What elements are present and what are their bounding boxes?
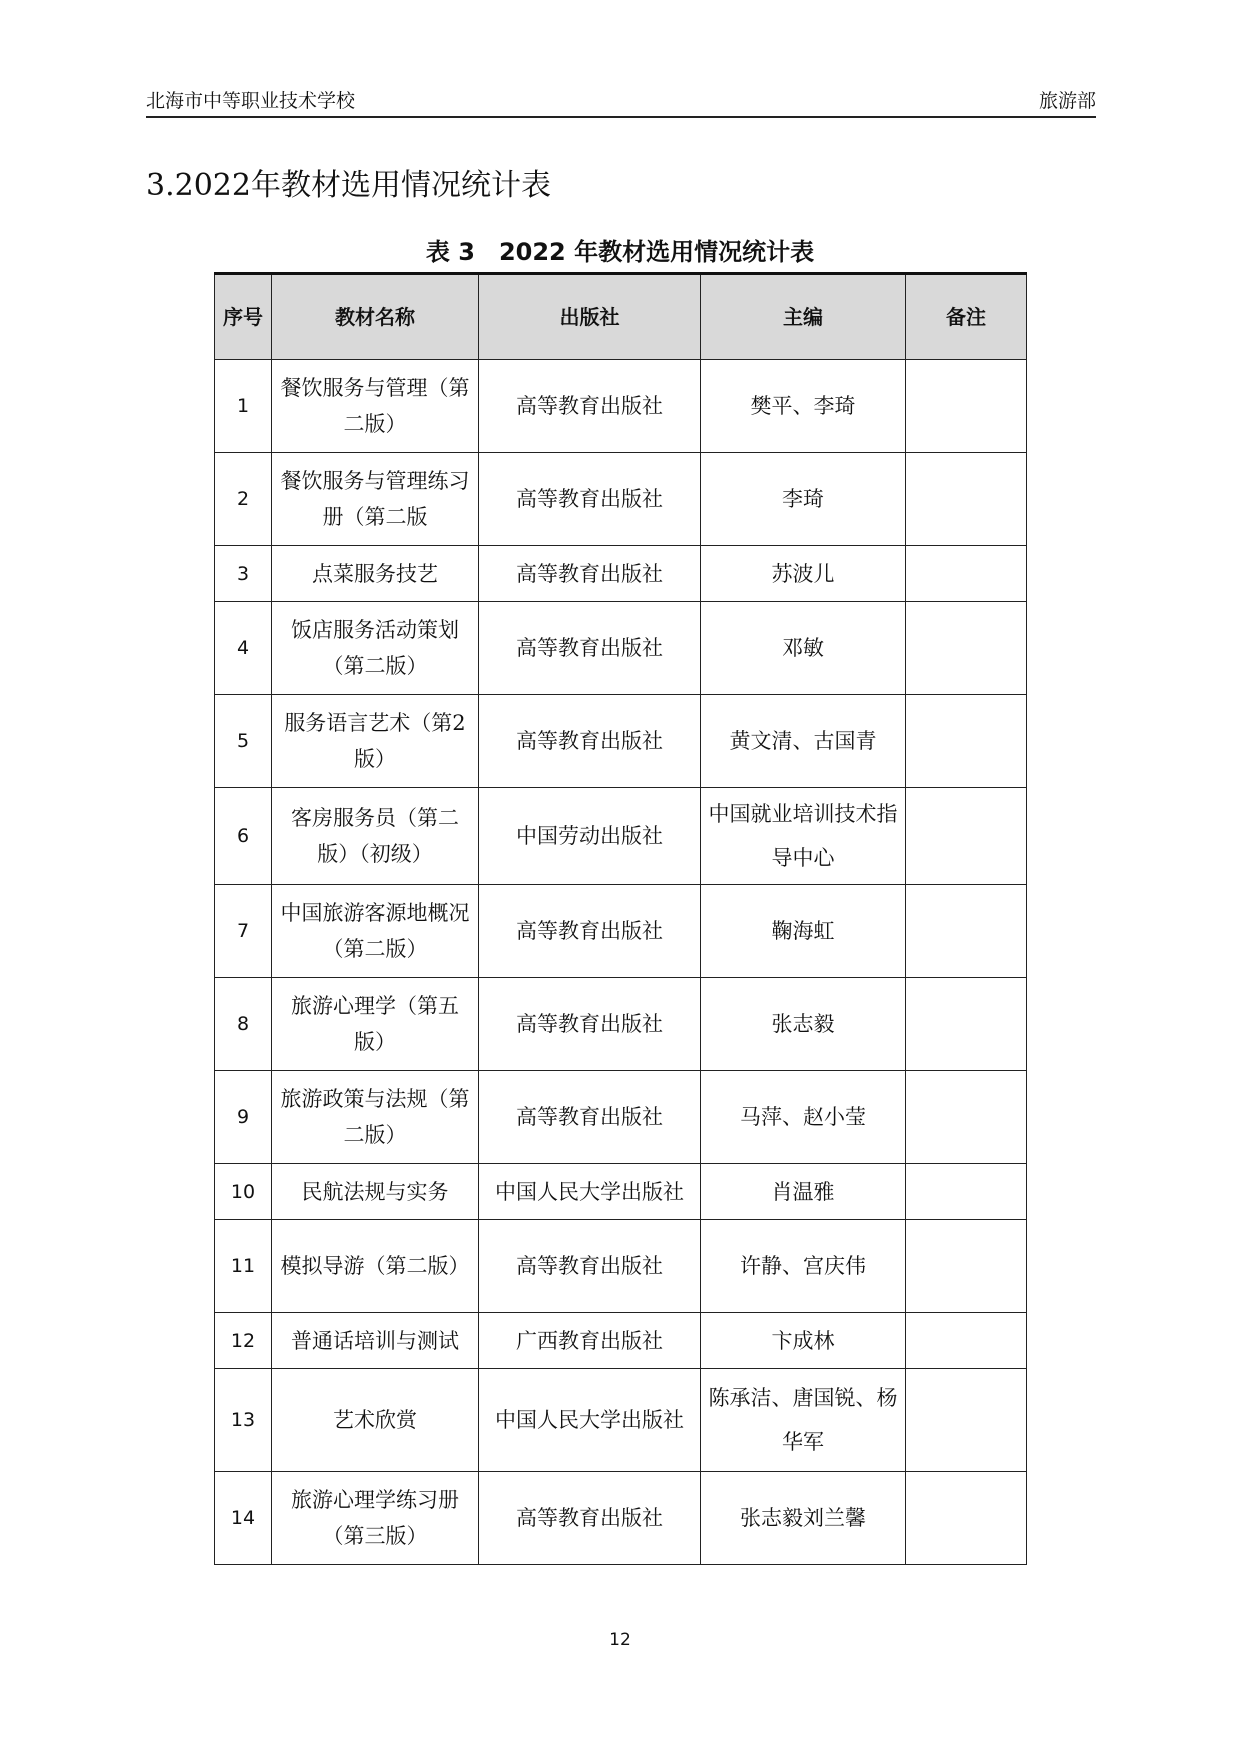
- cell-remark: [906, 360, 1027, 453]
- table-caption: 表 3 2022 年教材选用情况统计表: [425, 238, 815, 266]
- cell-seq: 3: [215, 546, 272, 602]
- cell-textbook-name: 民航法规与实务: [272, 1164, 479, 1220]
- header-publisher: 出版社: [479, 274, 701, 360]
- cell-textbook-name: 餐饮服务与管理（第二版）: [272, 360, 479, 453]
- school-name: 北海市中等职业技术学校: [146, 90, 356, 112]
- cell-editor: 卞成林: [701, 1313, 906, 1369]
- cell-seq: 6: [215, 788, 272, 885]
- page-header: [146, 86, 1096, 118]
- cell-textbook-name: 模拟导游（第二版）: [272, 1220, 479, 1313]
- table-row: [215, 602, 1027, 695]
- cell-remark: [906, 1071, 1027, 1164]
- cell-seq: 4: [215, 602, 272, 695]
- cell-seq: 14: [215, 1472, 272, 1565]
- cell-textbook-name: 旅游心理学（第五版）: [272, 978, 479, 1071]
- table-row: [215, 1313, 1027, 1369]
- section-title: 3.2022年教材选用情况统计表: [146, 168, 551, 203]
- cell-publisher: 高等教育出版社: [479, 695, 701, 788]
- cell-publisher: 中国劳动出版社: [479, 788, 701, 885]
- cell-textbook-name: 饭店服务活动策划（第二版）: [272, 602, 479, 695]
- cell-seq: 2: [215, 453, 272, 546]
- cell-publisher: 高等教育出版社: [479, 885, 701, 978]
- table-row: [215, 1164, 1027, 1220]
- table-row: [215, 978, 1027, 1071]
- cell-editor: 马萍、赵小莹: [701, 1071, 906, 1164]
- cell-publisher: 广西教育出版社: [479, 1313, 701, 1369]
- textbook-table: [214, 272, 1027, 1565]
- cell-textbook-name: 客房服务员（第二版）（初级）: [272, 788, 479, 885]
- table-row: [215, 885, 1027, 978]
- cell-textbook-name: 餐饮服务与管理练习册（第二版: [272, 453, 479, 546]
- table-row: [215, 1071, 1027, 1164]
- cell-editor: 许静、宫庆伟: [701, 1220, 906, 1313]
- table-row: [215, 1472, 1027, 1565]
- cell-textbook-name: 点菜服务技艺: [272, 546, 479, 602]
- cell-publisher: 中国人民大学出版社: [479, 1369, 701, 1472]
- page-number: 12: [609, 1630, 631, 1650]
- cell-textbook-name: 中国旅游客源地概况（第二版）: [272, 885, 479, 978]
- table-row: [215, 453, 1027, 546]
- table-row: [215, 695, 1027, 788]
- table-row: [215, 1369, 1027, 1472]
- table-header-row: [215, 274, 1027, 360]
- cell-editor: 肖温雅: [701, 1164, 906, 1220]
- cell-seq: 8: [215, 978, 272, 1071]
- cell-remark: [906, 546, 1027, 602]
- cell-editor: 邓敏: [701, 602, 906, 695]
- header-name: 教材名称: [272, 274, 479, 360]
- cell-remark: [906, 695, 1027, 788]
- cell-publisher: 高等教育出版社: [479, 1472, 701, 1565]
- table-row: [215, 1220, 1027, 1313]
- cell-seq: 12: [215, 1313, 272, 1369]
- cell-remark: [906, 1220, 1027, 1313]
- table-row: [215, 788, 1027, 885]
- cell-remark: [906, 885, 1027, 978]
- cell-seq: 10: [215, 1164, 272, 1220]
- cell-editor: 鞠海虹: [701, 885, 906, 978]
- cell-seq: 5: [215, 695, 272, 788]
- cell-editor: 中国就业培训技术指导中心: [701, 788, 906, 885]
- header-remark: 备注: [906, 274, 1027, 360]
- cell-editor: 黄文清、古国青: [701, 695, 906, 788]
- department-name: 旅游部: [1038, 90, 1096, 112]
- cell-textbook-name: 旅游心理学练习册（第三版）: [272, 1472, 479, 1565]
- cell-seq: 1: [215, 360, 272, 453]
- table-row: [215, 546, 1027, 602]
- cell-publisher: 高等教育出版社: [479, 602, 701, 695]
- table-body: [215, 360, 1027, 1565]
- cell-seq: 9: [215, 1071, 272, 1164]
- cell-remark: [906, 1369, 1027, 1472]
- cell-publisher: 高等教育出版社: [479, 546, 701, 602]
- cell-editor: 张志毅: [701, 978, 906, 1071]
- table-row: [215, 360, 1027, 453]
- header-seq: 序号: [215, 274, 272, 360]
- cell-remark: [906, 1313, 1027, 1369]
- cell-remark: [906, 602, 1027, 695]
- cell-remark: [906, 1472, 1027, 1565]
- cell-editor: 苏波儿: [701, 546, 906, 602]
- cell-remark: [906, 453, 1027, 546]
- cell-textbook-name: 普通话培训与测试: [272, 1313, 479, 1369]
- cell-remark: [906, 788, 1027, 885]
- cell-seq: 7: [215, 885, 272, 978]
- cell-seq: 13: [215, 1369, 272, 1472]
- cell-textbook-name: 旅游政策与法规（第二版）: [272, 1071, 479, 1164]
- cell-publisher: 高等教育出版社: [479, 360, 701, 453]
- cell-seq: 11: [215, 1220, 272, 1313]
- cell-remark: [906, 978, 1027, 1071]
- cell-editor: 张志毅刘兰馨: [701, 1472, 906, 1565]
- cell-publisher: 高等教育出版社: [479, 453, 701, 546]
- cell-publisher: 高等教育出版社: [479, 1220, 701, 1313]
- cell-remark: [906, 1164, 1027, 1220]
- cell-publisher: 高等教育出版社: [479, 978, 701, 1071]
- cell-editor: 李琦: [701, 453, 906, 546]
- cell-publisher: 高等教育出版社: [479, 1071, 701, 1164]
- cell-textbook-name: 艺术欣赏: [272, 1369, 479, 1472]
- cell-publisher: 中国人民大学出版社: [479, 1164, 701, 1220]
- cell-editor: 樊平、李琦: [701, 360, 906, 453]
- header-editor: 主编: [701, 274, 906, 360]
- cell-textbook-name: 服务语言艺术（第2版）: [272, 695, 479, 788]
- cell-editor: 陈承洁、唐国锐、杨华军: [701, 1369, 906, 1472]
